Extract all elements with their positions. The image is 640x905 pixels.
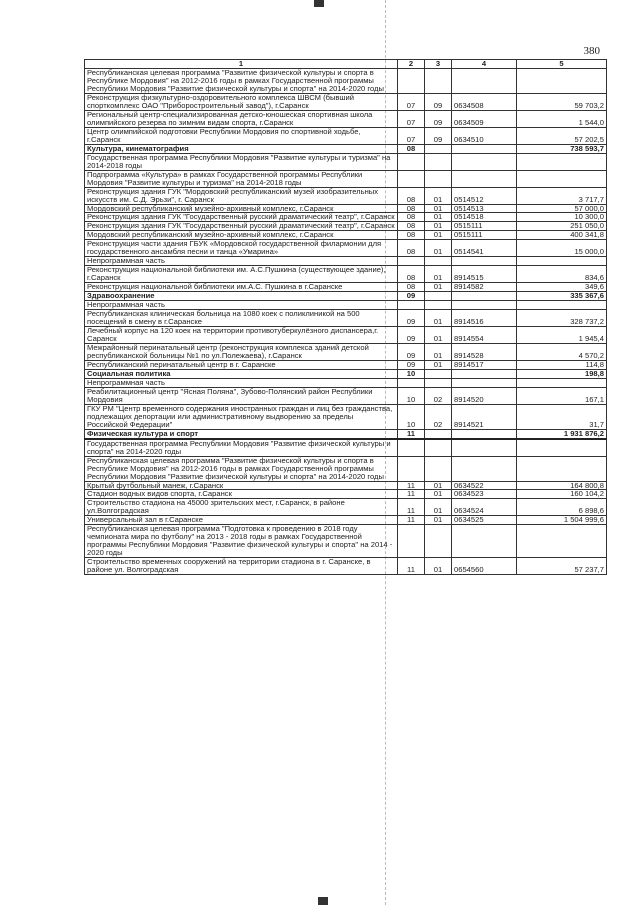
- section-code-cell: 08: [398, 222, 425, 231]
- amount-cell: 59 703,2: [517, 93, 607, 110]
- row-name-cell: Крытый футбольный манеж, г.Саранск: [85, 481, 398, 490]
- target-article-cell: 8914515: [452, 266, 517, 283]
- table-row: [85, 187, 607, 204]
- subsection-code-cell: 09: [425, 93, 452, 110]
- row-name-cell: Республиканская целевая программа "Подготовка к проведению в 2018 году чемпионата мира по футболу" на 2013 - 2018 годы в рамках Государственной программы Республики Мордовия "Развитие физической культуры и спорта" на 2014 - 2020 годы: [85, 525, 398, 558]
- subsection-code-cell: [425, 153, 452, 170]
- subsection-code-cell: 01: [425, 240, 452, 257]
- subsection-code-cell: [425, 257, 452, 266]
- section-code-cell: 11: [398, 429, 425, 438]
- row-name-cell: Подпрограмма «Культура» в рамках Государственной программы Республики Мордовия "Развитие культуры и туризма" на 2014-2018 годы: [85, 170, 398, 187]
- amount-cell: [517, 301, 607, 310]
- row-name-cell: Непрограммная часть: [85, 301, 398, 310]
- section-code-cell: [398, 378, 425, 387]
- subsection-code-cell: 01: [425, 490, 452, 499]
- amount-cell: 160 104,2: [517, 490, 607, 499]
- amount-cell: 834,6: [517, 266, 607, 283]
- row-name-cell: Реконструкция здания ГУК "Государственный русский драматический театр", г.Саранск: [85, 222, 398, 231]
- row-name-cell: Универсальный зал в г.Саранске: [85, 516, 398, 525]
- amount-cell: [517, 69, 607, 94]
- row-name-cell: ГКУ РМ "Центр временного содержания иностранных граждан и лиц без гражданства, подлежащих депортации или административному выдворению за пределы Российской Федерации": [85, 404, 398, 429]
- row-name-cell: Реконструкция национальной библиотеки им. А.С.Пушкина (существующее здание), г.Саранск: [85, 266, 398, 283]
- subsection-code-cell: [425, 69, 452, 94]
- section-code-cell: [398, 257, 425, 266]
- subsection-code-cell: 01: [425, 558, 452, 575]
- section-code-cell: 08: [398, 283, 425, 292]
- target-article-cell: 0654560: [452, 558, 517, 575]
- row-name-cell: Лечебный корпус на 120 коек на территории противотуберкулёзного диспансера,г. Саранск: [85, 327, 398, 344]
- table-row: [85, 110, 607, 127]
- target-article-cell: [452, 525, 517, 558]
- target-article-cell: [452, 301, 517, 310]
- section-row: [85, 429, 607, 438]
- subsection-code-cell: [425, 301, 452, 310]
- table-row: [85, 240, 607, 257]
- subsection-code-cell: [425, 170, 452, 187]
- table-row: [85, 558, 607, 575]
- amount-cell: 1 945,4: [517, 327, 607, 344]
- section-code-cell: 09: [398, 310, 425, 327]
- subsection-code-cell: 01: [425, 187, 452, 204]
- table-row: [85, 525, 607, 558]
- table-row: [85, 266, 607, 283]
- target-article-cell: 0514512: [452, 187, 517, 204]
- section-code-cell: [398, 456, 425, 481]
- target-article-cell: [452, 369, 517, 378]
- target-article-cell: 8914517: [452, 360, 517, 369]
- section-code-cell: 09: [398, 327, 425, 344]
- target-article-cell: [452, 378, 517, 387]
- row-name-cell: Республиканская целевая программа "Развитие физической культуры и спорта в Республике Мордовия" на 2012-2016 годы в рамках Государственной программы Республики Мордовия "Развитие физической культуры и спорта" на 2014-2020 годы: [85, 69, 398, 94]
- section-code-cell: 08: [398, 187, 425, 204]
- table-row: [85, 344, 607, 361]
- section-code-cell: 08: [398, 266, 425, 283]
- scan-mark-top: [314, 0, 324, 7]
- target-article-cell: 0515111: [452, 231, 517, 240]
- row-name-cell: Строительство временных сооружений на территории стадиона в г. Саранске, в районе ул. Волгоградская: [85, 558, 398, 575]
- target-article-cell: 0634509: [452, 110, 517, 127]
- target-article-cell: [452, 292, 517, 301]
- target-article-cell: [452, 439, 517, 456]
- row-name-cell: Реабилитационный центр "Ясная Поляна", Зубово-Полянский район Республики Мордовия: [85, 387, 398, 404]
- row-name-cell: Физическая культура и спорт: [85, 429, 398, 438]
- table-row: [85, 456, 607, 481]
- target-article-cell: 0634525: [452, 516, 517, 525]
- target-article-cell: 0634524: [452, 499, 517, 516]
- target-article-cell: 0634522: [452, 481, 517, 490]
- amount-cell: [517, 257, 607, 266]
- amount-cell: 164 800,8: [517, 481, 607, 490]
- subsection-code-cell: [425, 369, 452, 378]
- section-code-cell: 11: [398, 516, 425, 525]
- section-code-cell: [398, 153, 425, 170]
- section-code-cell: 11: [398, 558, 425, 575]
- table-row: [85, 170, 607, 187]
- section-code-cell: 10: [398, 404, 425, 429]
- section-code-cell: 08: [398, 231, 425, 240]
- table-row: [85, 387, 607, 404]
- scan-mark-bottom: [318, 897, 328, 905]
- row-name-cell: Региональный центр-специализированная детско-юношеская спортивная школа олимпийского резерва по зимним видам спорта, г.Саранск: [85, 110, 398, 127]
- amount-cell: 400 341,8: [517, 231, 607, 240]
- row-name-cell: Республиканская целевая программа "Развитие физической культуры и спорта в Республике Мордовия" на 2012-2016 годы в рамках Государственной программы Республики Мордовия "Развитие физической культуры и спорта" на 2014-2020 годы: [85, 456, 398, 481]
- amount-cell: 57 000,0: [517, 204, 607, 213]
- section-code-cell: 09: [398, 344, 425, 361]
- amount-cell: 1 931 876,2: [517, 429, 607, 438]
- section-code-cell: 08: [398, 204, 425, 213]
- target-article-cell: [452, 257, 517, 266]
- amount-cell: 198,8: [517, 369, 607, 378]
- amount-cell: 15 000,0: [517, 240, 607, 257]
- target-article-cell: [452, 456, 517, 481]
- amount-cell: [517, 170, 607, 187]
- subsection-code-cell: 02: [425, 387, 452, 404]
- target-article-cell: 8914554: [452, 327, 517, 344]
- target-article-cell: 8914520: [452, 387, 517, 404]
- subsection-code-cell: 01: [425, 344, 452, 361]
- column-header: 3: [425, 60, 452, 69]
- amount-cell: 328 737,2: [517, 310, 607, 327]
- table-row: [85, 378, 607, 387]
- amount-cell: [517, 153, 607, 170]
- row-name-cell: Мордовский республиканский музейно-архивный комплекс, г.Саранск: [85, 204, 398, 213]
- subsection-code-cell: [425, 378, 452, 387]
- column-header: 2: [398, 60, 425, 69]
- subsection-code-cell: 01: [425, 499, 452, 516]
- section-code-cell: [398, 170, 425, 187]
- target-article-cell: 0514518: [452, 213, 517, 222]
- table-row: [85, 327, 607, 344]
- target-article-cell: 0634508: [452, 93, 517, 110]
- amount-cell: 57 202,5: [517, 127, 607, 144]
- table-row: [85, 439, 607, 456]
- column-header: 5: [517, 60, 607, 69]
- section-code-cell: 11: [398, 481, 425, 490]
- section-code-cell: [398, 439, 425, 456]
- target-article-cell: 8914516: [452, 310, 517, 327]
- row-name-cell: Центр олимпийской подготовки Республики Мордовия по спортивной ходьбе, г.Саранск: [85, 127, 398, 144]
- subsection-code-cell: [425, 144, 452, 153]
- target-article-cell: 8914528: [452, 344, 517, 361]
- amount-cell: 3 717,7: [517, 187, 607, 204]
- section-code-cell: 07: [398, 110, 425, 127]
- target-article-cell: [452, 144, 517, 153]
- target-article-cell: 0515111: [452, 222, 517, 231]
- section-code-cell: [398, 301, 425, 310]
- table-row: [85, 310, 607, 327]
- table-row: [85, 93, 607, 110]
- subsection-code-cell: 01: [425, 310, 452, 327]
- subsection-code-cell: [425, 429, 452, 438]
- subsection-code-cell: 01: [425, 231, 452, 240]
- section-code-cell: 08: [398, 144, 425, 153]
- section-code-cell: 09: [398, 360, 425, 369]
- row-name-cell: Культура, кинематография: [85, 144, 398, 153]
- subsection-code-cell: [425, 456, 452, 481]
- section-code-cell: 08: [398, 240, 425, 257]
- row-name-cell: Государственная программа Республики Мордовия "Развитие культуры и туризма" на 2014-2018 годы: [85, 153, 398, 170]
- row-name-cell: Реконструкция здания ГУК "Мордовский республиканский музей изобразительных искусств им. С.Д. Эрьзи", г. Саранск: [85, 187, 398, 204]
- table-row: [85, 283, 607, 292]
- table-row: [85, 69, 607, 94]
- subsection-code-cell: [425, 439, 452, 456]
- amount-cell: 335 367,6: [517, 292, 607, 301]
- amount-cell: 114,8: [517, 360, 607, 369]
- subsection-code-cell: 01: [425, 266, 452, 283]
- row-name-cell: Реконструкция физкультурно-оздоровительного комплекса ШВСМ (бывший спорткомплекс ОАО "Приборостроительный завод"), г.Саранск: [85, 93, 398, 110]
- row-name-cell: Стадион водных видов спорта, г.Саранск: [85, 490, 398, 499]
- section-code-cell: 11: [398, 490, 425, 499]
- table-row: [85, 127, 607, 144]
- subsection-code-cell: [425, 525, 452, 558]
- row-name-cell: Республиканский перинатальный центр в г. Саранске: [85, 360, 398, 369]
- table-row: [85, 499, 607, 516]
- section-code-cell: 09: [398, 292, 425, 301]
- subsection-code-cell: 01: [425, 213, 452, 222]
- amount-cell: 10 300,0: [517, 213, 607, 222]
- amount-cell: 31,7: [517, 404, 607, 429]
- row-name-cell: Социальная политика: [85, 369, 398, 378]
- amount-cell: 349,6: [517, 283, 607, 292]
- subsection-code-cell: 01: [425, 283, 452, 292]
- amount-cell: [517, 525, 607, 558]
- section-code-cell: 08: [398, 213, 425, 222]
- subsection-code-cell: 01: [425, 481, 452, 490]
- target-article-cell: 0634523: [452, 490, 517, 499]
- section-code-cell: 10: [398, 369, 425, 378]
- section-code-cell: 07: [398, 93, 425, 110]
- target-article-cell: [452, 69, 517, 94]
- amount-cell: [517, 378, 607, 387]
- amount-cell: 57 237,7: [517, 558, 607, 575]
- target-article-cell: 8914582: [452, 283, 517, 292]
- amount-cell: 1 544,0: [517, 110, 607, 127]
- row-name-cell: Реконструкция части здания ГБУК «Мордовской государственной филармонии для государственного ансамбля песни и танца «Умарина»: [85, 240, 398, 257]
- subsection-code-cell: 01: [425, 222, 452, 231]
- table-row: [85, 153, 607, 170]
- row-name-cell: Строительство стадиона на 45000 зрительских мест, г.Саранск, в районе ул.Волгоградская: [85, 499, 398, 516]
- target-article-cell: 8914521: [452, 404, 517, 429]
- target-article-cell: 0634510: [452, 127, 517, 144]
- subsection-code-cell: 01: [425, 204, 452, 213]
- column-header: 1: [85, 60, 398, 69]
- subsection-code-cell: 02: [425, 404, 452, 429]
- row-name-cell: Здравоохранение: [85, 292, 398, 301]
- subsection-code-cell: 01: [425, 360, 452, 369]
- subsection-code-cell: [425, 292, 452, 301]
- target-article-cell: [452, 170, 517, 187]
- row-name-cell: Непрограммная часть: [85, 257, 398, 266]
- amount-cell: 167,1: [517, 387, 607, 404]
- target-article-cell: 0514513: [452, 204, 517, 213]
- amount-cell: [517, 456, 607, 481]
- amount-cell: 4 570,2: [517, 344, 607, 361]
- amount-cell: [517, 439, 607, 456]
- subsection-code-cell: 01: [425, 327, 452, 344]
- section-code-cell: 11: [398, 499, 425, 516]
- row-name-cell: Непрограммная часть: [85, 378, 398, 387]
- row-name-cell: Мордовский республиканский музейно-архивный комплекс, г.Саранск: [85, 231, 398, 240]
- amount-cell: 251 050,0: [517, 222, 607, 231]
- section-code-cell: [398, 525, 425, 558]
- subsection-code-cell: 01: [425, 516, 452, 525]
- row-name-cell: Реконструкция национальной библиотеки им.А.С. Пушкина в г.Саранске: [85, 283, 398, 292]
- budget-table: [84, 59, 607, 575]
- section-row: [85, 144, 607, 153]
- target-article-cell: [452, 153, 517, 170]
- section-code-cell: 07: [398, 127, 425, 144]
- row-name-cell: Реконструкция здания ГУК "Государственный русский драматический театр", г.Саранск: [85, 213, 398, 222]
- subsection-code-cell: 09: [425, 127, 452, 144]
- page-number: 380: [583, 45, 600, 57]
- row-name-cell: Республиканская клиническая больница на 1080 коек с поликлиникой на 500 посещений в смену в г.Саранске: [85, 310, 398, 327]
- column-header: 4: [452, 60, 517, 69]
- target-article-cell: [452, 429, 517, 438]
- subsection-code-cell: 09: [425, 110, 452, 127]
- amount-cell: 6 898,6: [517, 499, 607, 516]
- table-row: [85, 404, 607, 429]
- section-code-cell: [398, 69, 425, 94]
- target-article-cell: 0514541: [452, 240, 517, 257]
- amount-cell: 1 504 999,6: [517, 516, 607, 525]
- row-name-cell: Межрайонный перинатальный центр (реконструкция комплекса зданий детской республиканской больницы №1 по ул.Полежаева), г.Саранск: [85, 344, 398, 361]
- amount-cell: 738 593,7: [517, 144, 607, 153]
- row-name-cell: Государственная программа Республики Мордовия "Развитие физической культуры и спорта" на 2014-2020 годы: [85, 439, 398, 456]
- section-code-cell: 10: [398, 387, 425, 404]
